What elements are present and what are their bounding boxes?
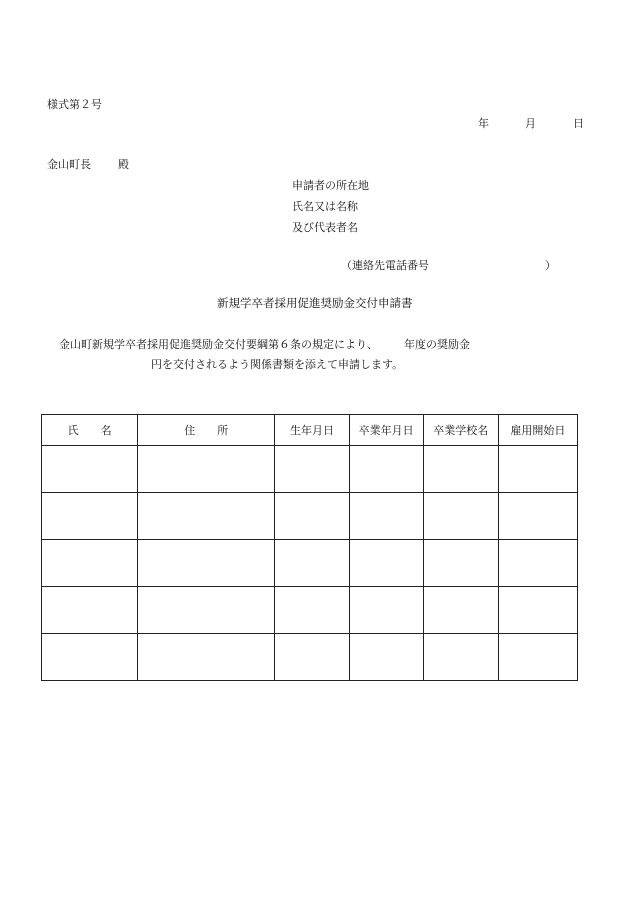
table-cell[interactable]: [42, 587, 138, 634]
table-cell[interactable]: [349, 540, 423, 587]
table-cell[interactable]: [423, 540, 498, 587]
table-cell[interactable]: [349, 493, 423, 540]
table-cell[interactable]: [42, 493, 138, 540]
table-row: [42, 446, 578, 493]
table-cell[interactable]: [349, 634, 423, 681]
applicant-name-label: 氏名又は名称: [292, 200, 358, 213]
applicant-table: [41, 414, 578, 681]
table-cell[interactable]: [498, 540, 577, 587]
applicant-address-label: 申請者の所在地: [292, 179, 369, 192]
table-header-row: [42, 415, 578, 446]
table-cell[interactable]: [138, 446, 275, 493]
header-employment-start: 雇用開始日: [498, 415, 577, 446]
table-cell[interactable]: [498, 493, 577, 540]
contact-phone-line: [341, 260, 556, 271]
table-cell[interactable]: [423, 634, 498, 681]
table-row: [42, 634, 578, 681]
body-text-line-2: 円を交付されるよう関係書類を添えて申請します。: [151, 358, 404, 371]
document-title: 新規学卒者採用促進奨励金交付申請書: [217, 296, 413, 310]
header-school-name: 卒業学校名: [423, 415, 498, 446]
table-row: [42, 587, 578, 634]
table-cell[interactable]: [138, 587, 275, 634]
table-cell[interactable]: [423, 446, 498, 493]
table-cell[interactable]: [498, 446, 577, 493]
header-address: 住 所: [138, 415, 275, 446]
body-text-line-1: [59, 339, 470, 350]
addressee-honorific: 殿: [118, 158, 129, 171]
table-cell[interactable]: [498, 634, 577, 681]
applicant-representative-label: 及び代表者名: [292, 221, 358, 234]
table-cell[interactable]: [42, 634, 138, 681]
table-cell[interactable]: [275, 587, 349, 634]
table-cell[interactable]: [138, 540, 275, 587]
table-cell[interactable]: [423, 587, 498, 634]
addressee: [47, 158, 129, 171]
table-cell[interactable]: [275, 634, 349, 681]
form-number: 様式第２号: [47, 98, 102, 111]
date-year-label: 年: [478, 117, 489, 130]
header-graduation-date: 卒業年月日: [349, 415, 423, 446]
contact-phone-close: ）: [545, 259, 556, 272]
header-name: 氏 名: [42, 415, 138, 446]
table-row: [42, 493, 578, 540]
table-cell[interactable]: [349, 587, 423, 634]
contact-phone-label: （連絡先電話番号: [341, 259, 429, 272]
body-text-regulation: 金山町新規学卒者採用促進奨励金交付要綱第６条の規定により、: [59, 338, 378, 351]
date-month-label: 月: [525, 117, 536, 130]
date-day-label: 日: [573, 117, 584, 130]
table-cell[interactable]: [275, 540, 349, 587]
body-text-fiscal-year: 年度の奨励金: [404, 338, 470, 351]
table-cell[interactable]: [42, 446, 138, 493]
table-cell[interactable]: [138, 493, 275, 540]
table-cell[interactable]: [42, 540, 138, 587]
applicant-block: [292, 180, 369, 243]
table-cell[interactable]: [138, 634, 275, 681]
table-cell[interactable]: [423, 493, 498, 540]
table-cell[interactable]: [498, 587, 577, 634]
table-row: [42, 540, 578, 587]
header-birth-date: 生年月日: [275, 415, 349, 446]
table-cell[interactable]: [349, 446, 423, 493]
table-cell[interactable]: [275, 493, 349, 540]
addressee-title: 金山町長: [47, 158, 91, 171]
table-cell[interactable]: [275, 446, 349, 493]
